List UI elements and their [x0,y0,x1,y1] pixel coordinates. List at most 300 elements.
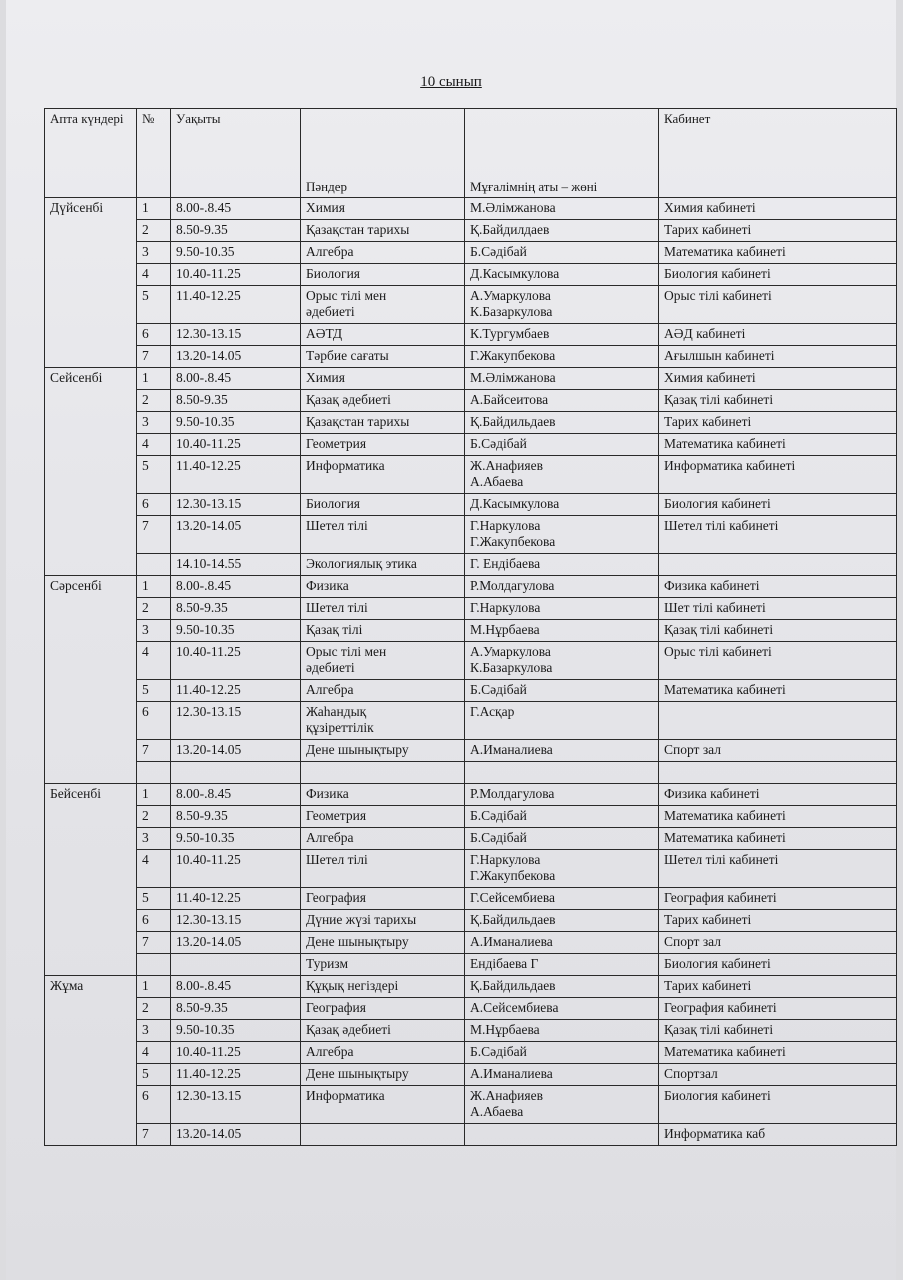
lesson-number-cell [137,1086,171,1124]
subject-cell [301,1042,465,1064]
room-text: Тарих кабинеті [664,414,752,429]
subject-cell [301,368,465,390]
teacher-cell [465,888,659,910]
teacher-cell [465,1042,659,1064]
subject-text: Тәрбие сағаты [306,348,389,363]
room-cell [659,642,897,680]
header-subject: Пәндер [301,109,465,198]
day-spacer-cell [45,434,137,456]
room-cell [659,346,897,368]
day-spacer-cell [45,762,137,784]
lesson-time-cell [171,976,301,998]
lesson-time-cell [171,1124,301,1146]
subject-cell [301,762,465,784]
teacher-cell [465,264,659,286]
day-spacer-cell [45,516,137,554]
table-row [45,828,897,850]
lesson-time-cell [171,390,301,412]
room-text: Математика кабинеті [664,1044,786,1059]
room-cell [659,324,897,346]
lesson-time-cell [171,702,301,740]
day-spacer-cell [45,554,137,576]
subject-text: Жаһандық [306,704,367,719]
day-spacer-cell [45,494,137,516]
lesson-time-text: 13.20-14.05 [176,1126,242,1141]
teacher-cell [465,954,659,976]
lesson-number-text: 4 [142,1044,149,1059]
table-row [45,198,897,220]
lesson-number-cell [137,494,171,516]
table-row [45,1020,897,1042]
room-text: Математика кабинеті [664,682,786,697]
room-text: Математика кабинеті [664,244,786,259]
room-text: Информатика каб [664,1126,766,1141]
lesson-time-cell [171,828,301,850]
room-text: Математика кабинеті [664,436,786,451]
lesson-time-text: 10.40-11.25 [176,1044,241,1059]
lesson-time-text: 9.50-10.35 [176,244,235,259]
subject-cell [301,828,465,850]
room-cell [659,456,897,494]
lesson-time-cell [171,368,301,390]
lesson-number-text: 1 [142,200,149,215]
subject-text: Орыс тілі мен [306,644,387,659]
lesson-number-text: 1 [142,978,149,993]
teacher-cell [465,346,659,368]
lesson-time-text: 12.30-13.15 [176,326,242,341]
subject-cell [301,1020,465,1042]
lesson-number-text: 5 [142,288,149,303]
lesson-time-cell [171,620,301,642]
lesson-number-cell [137,434,171,456]
lesson-time-text: 11.40-12.25 [176,682,241,697]
subject-text: Алгебра [306,244,354,259]
room-text: Математика кабинеті [664,808,786,823]
teacher-cell [465,932,659,954]
teacher-cell [465,494,659,516]
lesson-time-cell [171,264,301,286]
lesson-number-text: 6 [142,912,149,927]
lesson-number-cell [137,198,171,220]
room-cell [659,828,897,850]
day-spacer-cell [45,702,137,740]
teacher-text: Қ.Байдильдаев [470,414,556,429]
header-number: № [137,109,171,198]
day-spacer-cell [45,324,137,346]
lesson-number-cell [137,554,171,576]
subject-text: Туризм [306,956,348,971]
subject-cell [301,324,465,346]
lesson-number-cell [137,220,171,242]
subject-cell [301,954,465,976]
teacher-text: А.Иманалиева [470,1066,553,1081]
room-text: Биология кабинеті [664,956,771,971]
lesson-time-cell [171,198,301,220]
header-day: Апта күндері [45,109,137,198]
table-row [45,932,897,954]
lesson-time-cell [171,494,301,516]
room-cell [659,1086,897,1124]
lesson-number-text: 4 [142,852,149,867]
teacher-cell [465,828,659,850]
day-spacer-cell [45,264,137,286]
room-cell [659,998,897,1020]
teacher-text: А.Сейсембиева [470,1000,559,1015]
subject-cell [301,642,465,680]
table-row [45,576,897,598]
room-text: Қазақ тілі кабинеті [664,1022,774,1037]
day-spacer-cell [45,1124,137,1146]
room-cell [659,390,897,412]
lesson-number-cell [137,806,171,828]
subject-text-line2: әдебиеті [306,304,355,319]
room-cell [659,554,897,576]
table-row [45,264,897,286]
lesson-number-text: 1 [142,370,149,385]
teacher-cell [465,998,659,1020]
teacher-text: А.Иманалиева [470,934,553,949]
room-cell [659,1042,897,1064]
lesson-time-cell [171,642,301,680]
lesson-time-text: 8.50-9.35 [176,808,228,823]
lesson-time-cell [171,346,301,368]
room-cell [659,910,897,932]
teacher-text: Б.Сәдібай [470,436,527,451]
lesson-time-text: 8.50-9.35 [176,1000,228,1015]
subject-cell [301,702,465,740]
table-row [45,286,897,324]
room-text: Тарих кабинеті [664,222,752,237]
room-cell [659,1124,897,1146]
lesson-time-cell [171,554,301,576]
day-spacer-cell [45,598,137,620]
lesson-time-text: 9.50-10.35 [176,1022,235,1037]
lesson-time-cell [171,598,301,620]
teacher-text: Г.Наркулова [470,852,541,867]
room-cell [659,516,897,554]
room-text: Тарих кабинеті [664,912,752,927]
teacher-text-line2: А.Абаева [470,1104,524,1119]
room-text: Орыс тілі кабинеті [664,288,772,303]
schedule-table [44,108,897,1146]
lesson-number-text: 4 [142,644,149,659]
lesson-number-cell [137,828,171,850]
table-row [45,850,897,888]
room-text: Қазақ тілі кабинеті [664,392,774,407]
room-cell [659,598,897,620]
subject-text: География [306,890,366,905]
lesson-time-text: 13.20-14.05 [176,934,242,949]
room-text: Спортзал [664,1066,718,1081]
day-spacer-cell [45,242,137,264]
subject-text: Шетел тілі [306,600,368,615]
lesson-number-cell [137,264,171,286]
subject-cell [301,598,465,620]
teacher-text: Б.Сәдібай [470,808,527,823]
subject-cell [301,1086,465,1124]
document-page [6,0,896,1280]
teacher-cell [465,242,659,264]
lesson-time-text: 8.00-.8.45 [176,200,232,215]
teacher-text: Г.Сейсембиева [470,890,556,905]
lesson-time-cell [171,740,301,762]
teacher-cell [465,806,659,828]
room-cell [659,806,897,828]
lesson-time-cell [171,1042,301,1064]
room-text: Биология кабинеті [664,266,771,281]
lesson-number-cell [137,784,171,806]
teacher-text-line2: К.Базаркулова [470,660,553,675]
lesson-number-cell [137,762,171,784]
table-row [45,620,897,642]
lesson-time-cell [171,220,301,242]
subject-cell [301,516,465,554]
room-text: Спорт зал [664,742,722,757]
room-text: Химия кабинеті [664,200,756,215]
schedule-body [45,198,897,1146]
subject-text: Информатика [306,1088,385,1103]
teacher-text: Г.Наркулова [470,600,541,615]
subject-cell [301,910,465,932]
subject-text: Қазақ әдебиеті [306,1022,391,1037]
room-text: Биология кабинеті [664,1088,771,1103]
subject-cell [301,1064,465,1086]
day-spacer-cell [45,954,137,976]
day-spacer-cell [45,850,137,888]
table-row [45,1064,897,1086]
lesson-number-text: 7 [142,1126,149,1141]
day-spacer-cell [45,1042,137,1064]
lesson-number-text: 7 [142,742,149,757]
day-spacer-cell [45,642,137,680]
table-row [45,390,897,412]
lesson-time-cell [171,680,301,702]
lesson-time-cell [171,932,301,954]
header-room: Кабинет [659,109,897,198]
day-spacer-cell [45,1064,137,1086]
room-text: Физика кабинеті [664,578,760,593]
room-cell [659,286,897,324]
lesson-time-text: 12.30-13.15 [176,912,242,927]
teacher-text: Қ.Байдилдаев [470,222,550,237]
subject-text: Шетел тілі [306,852,368,867]
lesson-number-cell [137,456,171,494]
subject-cell [301,976,465,998]
subject-cell [301,390,465,412]
lesson-number-text: 3 [142,622,149,637]
subject-cell [301,932,465,954]
table-row [45,888,897,910]
table-row [45,910,897,932]
subject-cell [301,620,465,642]
lesson-number-cell [137,910,171,932]
room-cell [659,976,897,998]
subject-text: Дене шынықтыру [306,1066,409,1081]
room-cell [659,784,897,806]
lesson-number-cell [137,598,171,620]
room-cell [659,242,897,264]
teacher-cell [465,910,659,932]
teacher-text-line2: К.Базаркулова [470,304,553,319]
lesson-time-cell [171,324,301,346]
teacher-text: Ж.Анафияев [470,1088,543,1103]
lesson-time-text: 13.20-14.05 [176,348,242,363]
teacher-cell [465,784,659,806]
room-cell [659,198,897,220]
teacher-cell [465,1064,659,1086]
subject-text: Геометрия [306,808,367,823]
room-text: Физика кабинеті [664,786,760,801]
lesson-number-cell [137,412,171,434]
teacher-text: Г.Наркулова [470,518,541,533]
teacher-text: М.Нұрбаева [470,622,540,637]
room-cell [659,762,897,784]
lesson-number-cell [137,888,171,910]
room-text: Орыс тілі кабинеті [664,644,772,659]
teacher-cell [465,516,659,554]
table-row [45,642,897,680]
teacher-cell [465,412,659,434]
subject-text-line2: әдебиеті [306,660,355,675]
lesson-number-text: 7 [142,934,149,949]
lesson-time-cell [171,888,301,910]
subject-cell [301,554,465,576]
teacher-text: Р.Молдагулова [470,578,555,593]
subject-text: Химия [306,370,345,385]
teacher-cell [465,1086,659,1124]
lesson-time-text: 8.50-9.35 [176,600,228,615]
table-row [45,242,897,264]
subject-cell [301,220,465,242]
day-spacer-cell [45,828,137,850]
subject-cell [301,806,465,828]
room-text: Химия кабинеті [664,370,756,385]
teacher-cell [465,1020,659,1042]
teacher-cell [465,368,659,390]
subject-cell [301,286,465,324]
room-cell [659,850,897,888]
lesson-time-cell [171,576,301,598]
room-cell [659,368,897,390]
lesson-time-cell [171,762,301,784]
subject-cell [301,576,465,598]
lesson-time-cell [171,1064,301,1086]
lesson-number-text: 3 [142,1022,149,1037]
lesson-time-text: 8.00-.8.45 [176,578,232,593]
subject-text: Қазақ әдебиеті [306,392,391,407]
teacher-cell [465,554,659,576]
teacher-cell [465,680,659,702]
lesson-number-cell [137,1064,171,1086]
teacher-text: Б.Сәдібай [470,244,527,259]
room-cell [659,954,897,976]
teacher-text-line2: Г.Жакупбекова [470,534,556,549]
header-time: Уақыты [171,109,301,198]
room-text: Спорт зал [664,934,722,949]
lesson-time-text: 11.40-12.25 [176,288,241,303]
lesson-time-text: 11.40-12.25 [176,458,241,473]
teacher-cell [465,324,659,346]
lesson-number-text: 3 [142,414,149,429]
table-row [45,740,897,762]
room-text: География кабинеті [664,1000,777,1015]
table-row [45,346,897,368]
subject-text: Орыс тілі мен [306,288,387,303]
room-text: География кабинеті [664,890,777,905]
lesson-number-text: 2 [142,808,149,823]
room-cell [659,702,897,740]
lesson-number-cell [137,346,171,368]
teacher-text: Қ.Байдильдаев [470,912,556,927]
day-name-cell: Бейсенбі [45,784,137,806]
page-title: 10 сынып [420,74,482,90]
room-text: Ағылшын кабинеті [664,348,775,363]
lesson-time-text: 8.50-9.35 [176,392,228,407]
teacher-text: Б.Сәдібай [470,1044,527,1059]
lesson-number-cell [137,516,171,554]
lesson-number-cell [137,576,171,598]
lesson-time-text: 11.40-12.25 [176,1066,241,1081]
teacher-text: А.Умаркулова [470,288,551,303]
lesson-time-cell [171,850,301,888]
subject-text: Физика [306,578,349,593]
day-spacer-cell [45,286,137,324]
lesson-time-cell [171,286,301,324]
teacher-text-line2: Г.Жакупбекова [470,868,556,883]
day-spacer-cell [45,910,137,932]
subject-cell [301,264,465,286]
lesson-number-cell [137,1020,171,1042]
table-row [45,516,897,554]
teacher-cell [465,702,659,740]
subject-cell [301,242,465,264]
lesson-time-text: 8.00-.8.45 [176,786,232,801]
lesson-time-text: 10.40-11.25 [176,644,241,659]
teacher-text: А.Байсеитова [470,392,549,407]
lesson-time-cell [171,784,301,806]
table-row [45,554,897,576]
day-name-cell: Сейсенбі [45,368,137,390]
lesson-number-text: 4 [142,436,149,451]
lesson-time-cell [171,412,301,434]
lesson-number-text: 1 [142,578,149,593]
lesson-number-cell [137,642,171,680]
subject-text: География [306,1000,366,1015]
lesson-time-text: 8.50-9.35 [176,222,228,237]
lesson-time-text: 9.50-10.35 [176,622,235,637]
subject-cell [301,412,465,434]
room-text: Математика кабинеті [664,830,786,845]
day-spacer-cell [45,456,137,494]
room-cell [659,888,897,910]
subject-cell [301,198,465,220]
teacher-text: Б.Сәдібай [470,682,527,697]
table-row [45,1124,897,1146]
lesson-time-cell [171,456,301,494]
table-row [45,456,897,494]
subject-text: Биология [306,496,361,511]
subject-cell [301,434,465,456]
room-cell [659,576,897,598]
subject-text: Қазақ тілі [306,622,363,637]
lesson-time-cell [171,516,301,554]
subject-cell [301,494,465,516]
subject-text: Экологиялық этика [306,556,417,571]
subject-cell [301,784,465,806]
lesson-number-cell [137,390,171,412]
teacher-cell [465,598,659,620]
lesson-number-cell [137,324,171,346]
